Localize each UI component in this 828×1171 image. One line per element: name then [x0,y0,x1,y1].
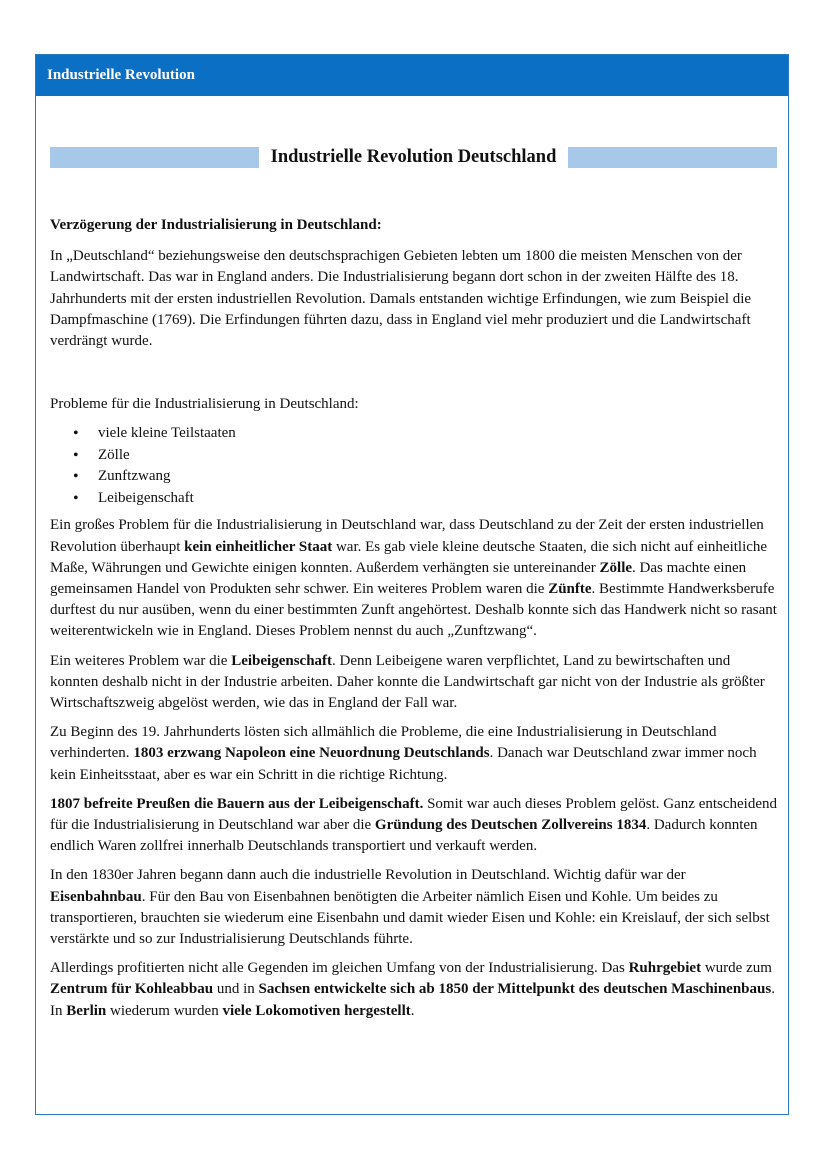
problems-lead: Probleme für die Industrialisierung in Deutschland: [50,396,359,413]
text: . Danach war Deutschland zwar immer noch kein Einheitsstaat, aber es war ein Schritt in die richtige Richtung. [50,745,757,783]
bold-text: viele Lokomotiven hergestellt [222,1002,411,1019]
text: . Für den Bau von Eisenbahnen benötigten die Arbeiter nämlich Eisen und Kohle. Um beides zu transportieren, brauchten sie wiederum eine Eisenbahn und damit wieder Eisen und Kohle: ein Kreislauf, der sich selbst verstärkte und so zur Industrialisierung Deutschlands führte. [50,888,770,948]
header-bar [36,55,788,96]
text: Zu Beginn des 19. Jahrhunderts lösten sich allmählich die Probleme, die eine Industrialisierung in Deutschland verhinderten. [50,724,717,762]
document-title: Industrielle Revolution Deutschland [270,146,557,167]
text: . Das machte einen gemeinsamen Handel von Produkten sehr schwer. Ein weiteres Problem waren die [50,559,747,598]
header-title: Industrielle Revolution [47,67,195,83]
paragraph-serfdom [50,651,778,715]
intro-paragraph: In „Deutschland“ beziehungsweise den deutschsprachigen Gebieten lebten um 1800 die meisten Menschen von der Landwirtschaft. Das war in England anders. Die Industrialisierung begann dort schon in der zweiten Hälfte des 18. Jahrhunderts mit der ersten industriellen Revolution. Damals entstanden wichtige Erfindungen, wie zum Beispiel die Dampfmaschine (1769). Die Erfindungen führten dazu, dass in England viel mehr produziert und die Landwirtschaft verdrängt wurde. [50,248,752,350]
title-row [50,145,777,169]
list-item: • viele kleine Teilstaaten [98,423,778,445]
bold-text: Zölle [599,559,633,576]
bold-text: Ruhrgebiet [628,960,702,977]
text: war. Es gab viele kleine deutsche Staaten, die sich nicht auf einheitliche Maße, Währungen und Gewichte einigen konnten. Außerdem verhängten sie untereinander [50,538,768,576]
paragraph-states [50,515,778,642]
problems-list [50,423,778,509]
bold-text: Eisenbahnbau [50,888,142,905]
paragraph-zollverein [50,794,778,858]
text: Ein weiteres Problem war die [50,652,232,669]
bold-text: Berlin [66,1002,107,1019]
text: . In [50,981,775,1019]
text: und in [213,981,259,998]
bold-text: Zünfte [548,581,592,598]
text: wiederum wurden [106,1002,223,1019]
text: . [410,1002,415,1019]
section-heading: Verzögerung der Industrialisierung in Deutschland: [50,217,382,233]
title-bar-left [50,147,259,168]
text: . Denn Leibeigene waren verpflichtet, Land zu bewirtschaften und konnten deshalb nicht in der Industrie arbeiten. Daher konnte die Landwirtschaft gar nicht von der Industrie als größter Wirtschaftszweig abgelöst werden, wie das in England der Fall war. [50,652,765,712]
bold-text: 1807 befreite Preußen die Bauern aus der Leibeigenschaft. [50,795,424,812]
text: wurde zum [701,960,772,977]
text: . Dadurch konnten endlich Waren zollfrei innerhalb Deutschlands transportiert und verkauft werden. [50,817,758,855]
text: In den 1830er Jahren begann dann auch die industrielle Revolution in Deutschland. Wichtig dafür war der [50,867,686,884]
paragraph-regions [50,958,778,1022]
text: . Bestimmte Handwerksberufe durftest du nur ausüben, wenn du einer bestimmten Zunft angehörtest. Deshalb konnte sich das Handwerk nicht so rasant weiterentwickeln wie in England. Dieses Problem nennst du auch „Zunftzwang“. [50,581,777,640]
text: Allerdings profitierten nicht alle Gegenden im gleichen Umfang von der Industrialisierung. Das [50,960,629,977]
document-body [50,215,778,1030]
list-item: • Zunftzwang [98,466,778,488]
bold-text: Gründung des Deutschen Zollvereins 1834 [374,817,647,834]
bold-text: Leibeigenschaft [231,652,333,669]
document-frame [35,54,789,1115]
list-item: • Zölle [98,445,778,467]
text: Somit war auch dieses Problem gelöst. Ganz entscheidend für die Industrialisierung in Deutschland war aber die [50,795,777,834]
paragraph-napoleon [50,722,778,786]
list-item: • Leibeigenschaft [98,488,778,510]
text: Ein großes Problem für die Industrialisierung in Deutschland war, dass Deutschland zu der Zeit der ersten industriellen Revolution überhaupt [50,517,764,555]
paragraph-railway [50,865,778,950]
bold-text: kein einheitlicher Staat [184,538,333,555]
title-bar-right [568,147,777,168]
bold-text: 1803 erzwang Napoleon eine Neuordnung Deutschlands [133,745,490,762]
bold-text: Sachsen entwickelte sich ab 1850 der Mittelpunkt des deutschen Maschinenbaus [258,981,772,998]
bold-text: Zentrum für Kohleabbau [50,981,214,998]
